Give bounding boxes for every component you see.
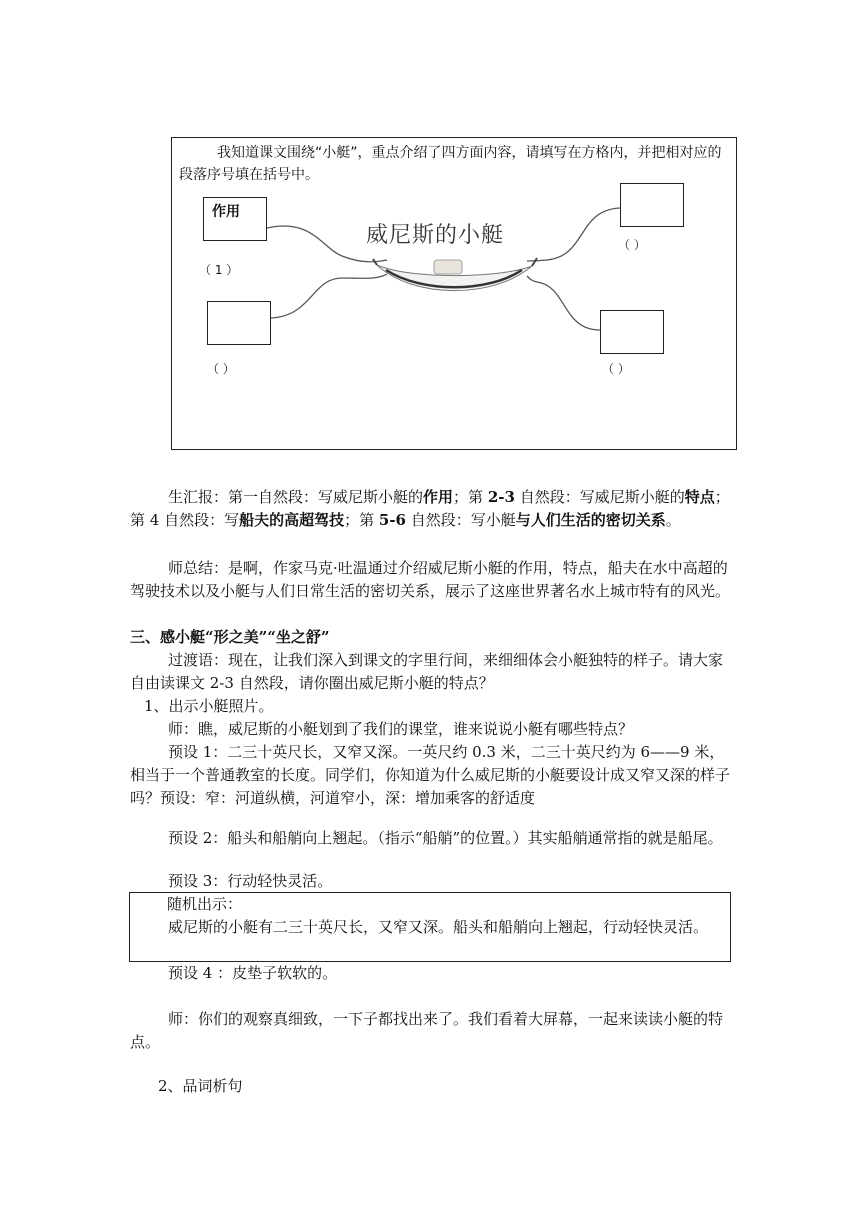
- preset-1: 预设 1：二三十英尺长，又窄又深。一英尺约 0.3 米，二三十英尺约为 6——9 米，相当于一个普通教室的长度。同学们，你知道为什么威尼斯的小艇要设计成又窄又深的样子吗？预设：窄：河道纵横，河道窄小，深：增加乘客的舒适度: [130, 743, 731, 807]
- callout-title: 随机出示：: [167, 895, 243, 913]
- answer-box-blank-left[interactable]: [207, 301, 271, 345]
- exercise-instructions: 我知道课文围绕“小艇”，重点介绍了四方面内容，请填写在方格内，并把相对应的段落序号填在括号中。: [179, 145, 722, 183]
- callout-box: [129, 892, 731, 962]
- transition-text: 过渡语：现在，让我们深入到课文的字里行间，来细细体会小艇独特的样子。请大家自由读课文 2-3 自然段，请你圈出威尼斯小艇的特点？: [130, 651, 724, 692]
- answer-box-blank-top-right[interactable]: [620, 183, 684, 227]
- preset-4: 预设 4 ：皮垫子软软的。: [168, 964, 338, 982]
- answer-box-function[interactable]: [203, 197, 267, 241]
- paragraph-number-1: （ 1 ）: [199, 263, 239, 277]
- step-1: 1、出示小艇照片。: [144, 697, 274, 715]
- student-report: 生汇报：第一自然段：写威尼斯小艇的作用；第 2-3 自然段：写威尼斯小艇的特点；第 4 自然段：写船夫的高超驾技；第 5-6 自然段：写小艇与人们生活的密切关系。: [130, 488, 730, 529]
- answer-box-label: 作用: [212, 204, 240, 220]
- preset-2: 预设 2：船头和船艄向上翘起。（指示“船艄”的位置。）其实船艄通常指的就是船尾。: [168, 829, 723, 847]
- gondola-image: [373, 258, 537, 291]
- paragraph-number-blank-top-right: （ ）: [618, 238, 646, 252]
- paragraph-number-blank-left: （ ）: [207, 362, 235, 376]
- step-2: 2、品词析句: [158, 1077, 243, 1095]
- callout-body: 威尼斯的小艇有二三十英尺长，又窄又深。船头和船艄向上翘起，行动轻快灵活。: [168, 918, 709, 936]
- mind-map-title: 威尼斯的小艇: [366, 223, 505, 248]
- preset-3: 预设 3：行动轻快灵活。: [168, 872, 333, 890]
- mind-map-exercise: [171, 137, 737, 450]
- teacher-question: 师：瞧，威尼斯的小艇划到了我们的课堂，谁来说说小艇有哪些特点？: [168, 720, 634, 738]
- teacher-praise: 师：你们的观察真细致，一下子都找出来了。我们看着大屏幕，一起来读读小艇的特点。: [130, 1010, 724, 1051]
- paragraph-number-blank-bottom-right: （ ）: [602, 362, 630, 376]
- section-heading: 三、感小艇“形之美”“坐之舒”: [130, 628, 330, 646]
- answer-box-blank-bottom-right[interactable]: [600, 310, 664, 354]
- teacher-summary: 师总结：是啊，作家马克·吐温通过介绍威尼斯小艇的作用，特点，船夫在水中高超的驾驶技术以及小艇与人们日常生活的密切关系，展示了这座世界著名水上城市特有的风光。: [130, 559, 731, 600]
